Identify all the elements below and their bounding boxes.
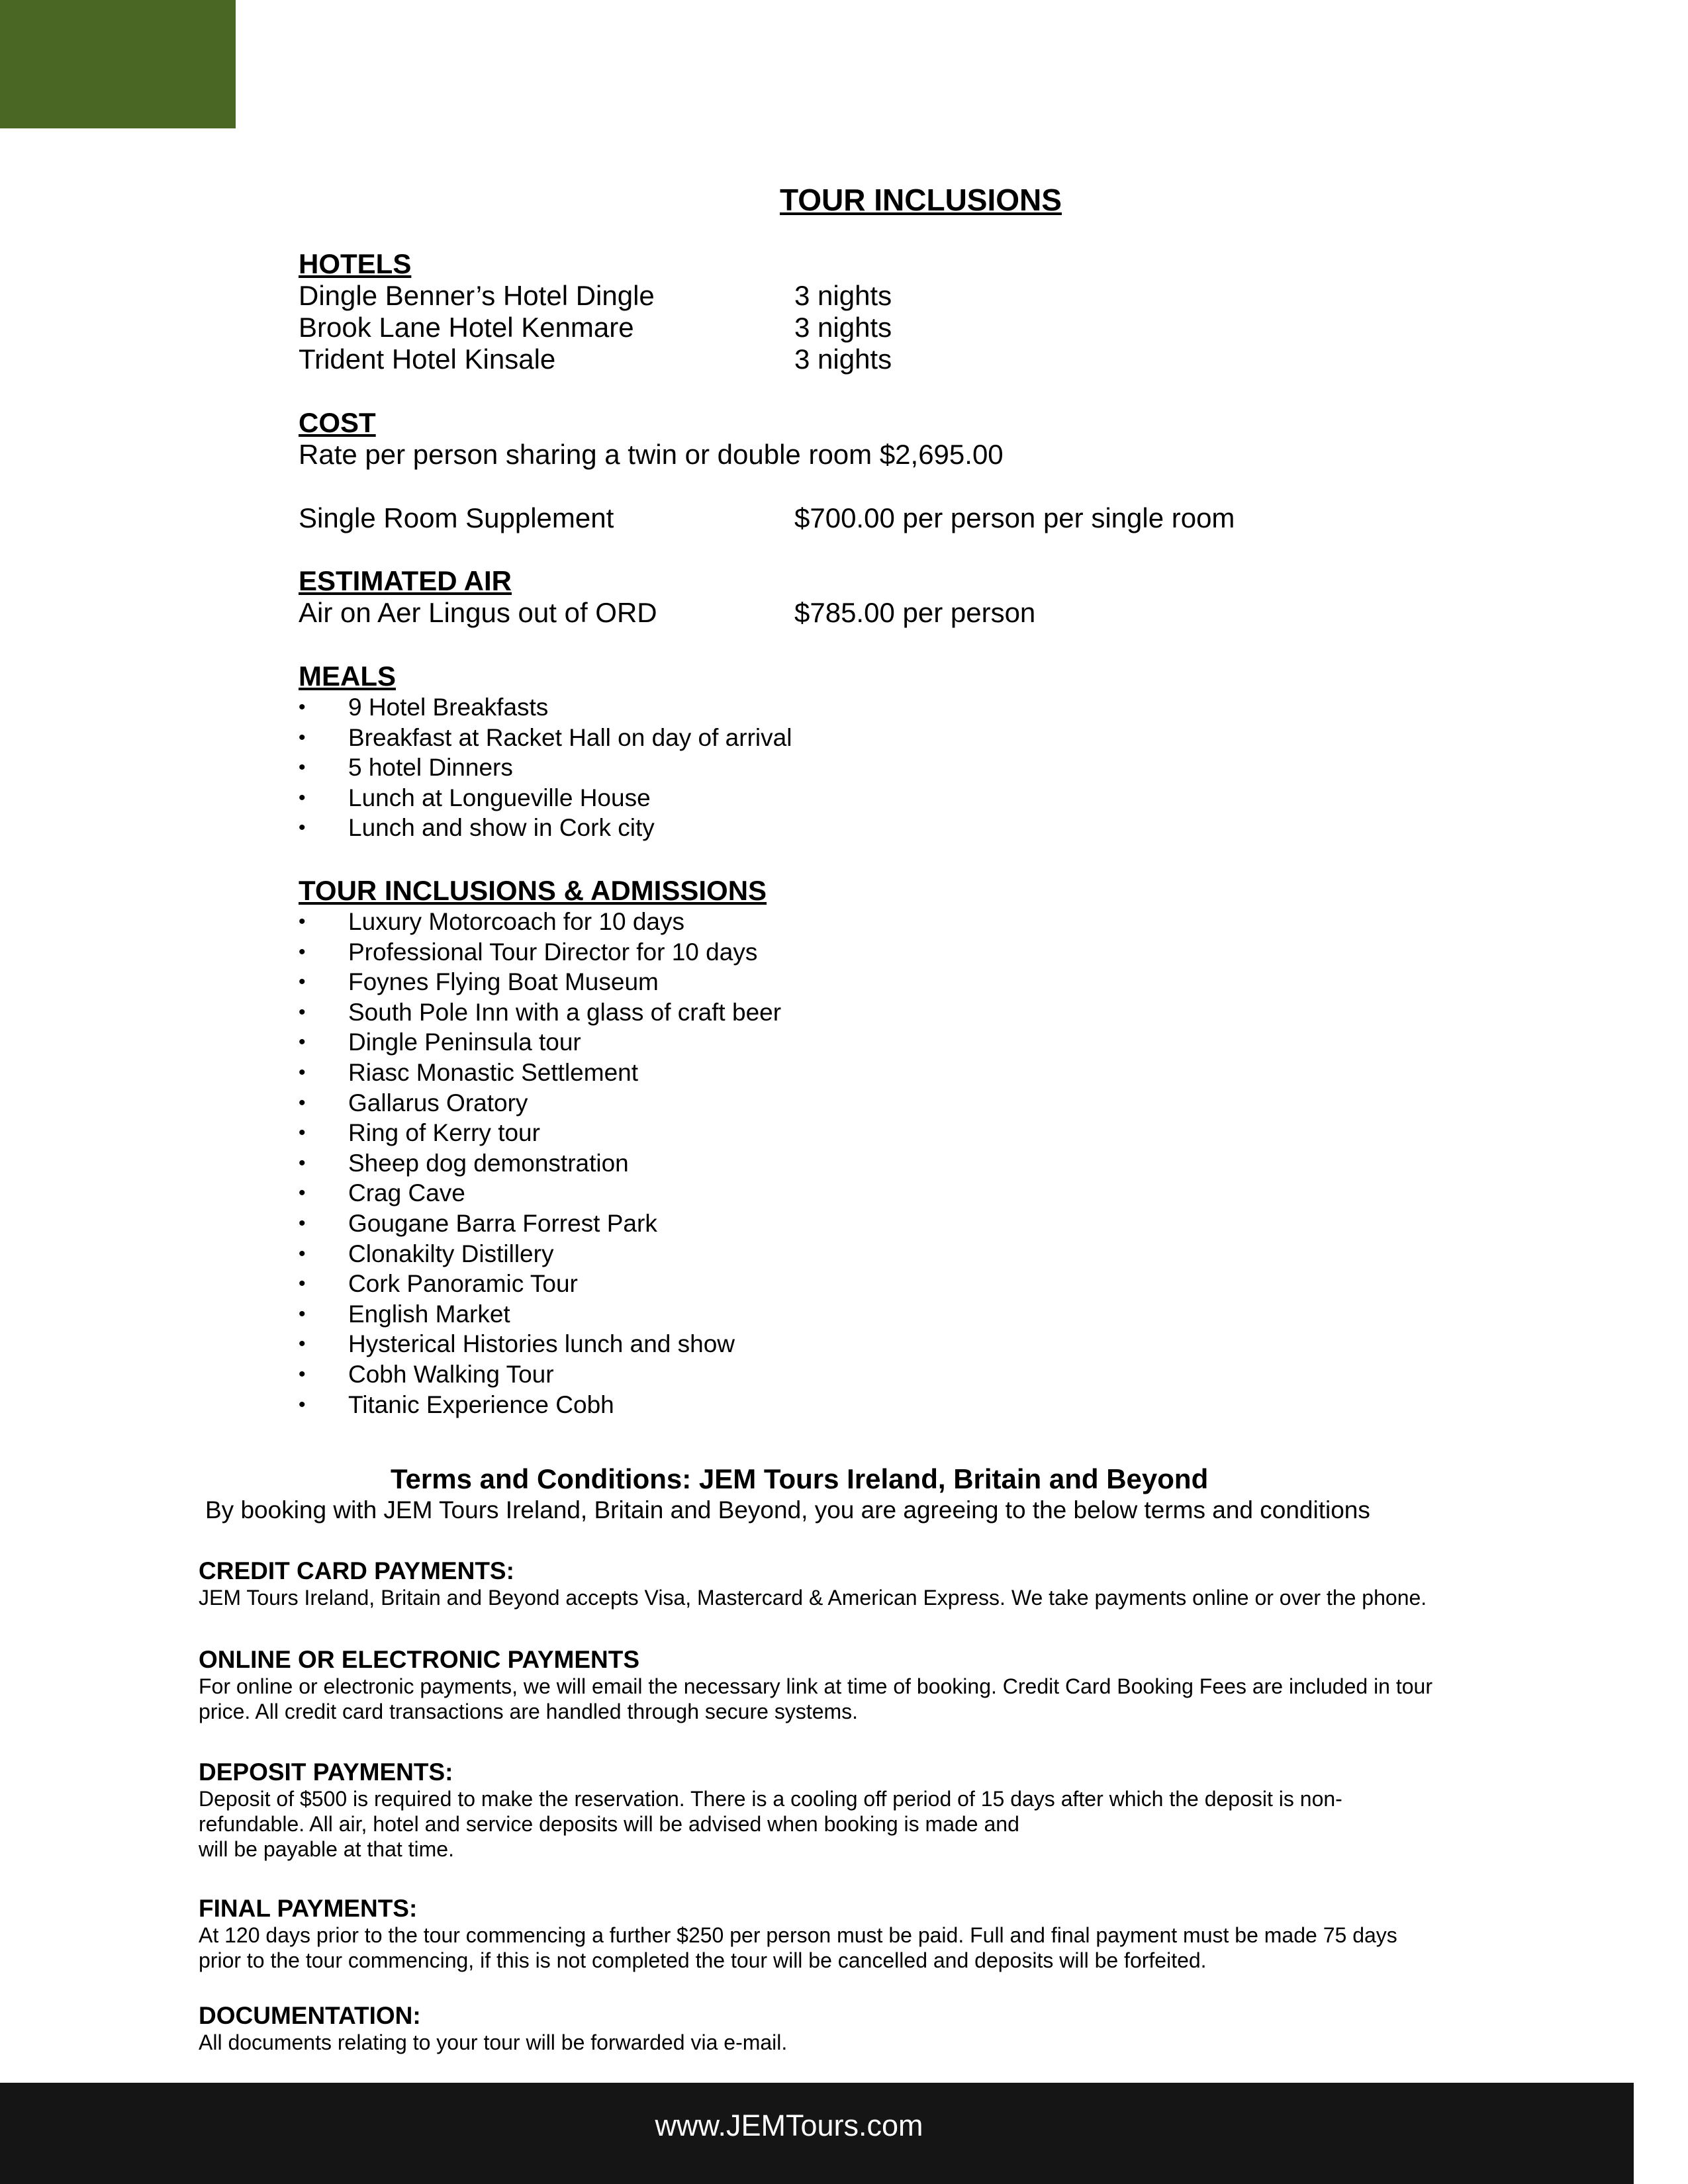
hotel-row	[299, 280, 892, 312]
inclusion-item: Clonakilty Distillery	[348, 1240, 554, 1267]
bullet-icon: •	[299, 1363, 306, 1385]
bullet-icon: •	[299, 696, 306, 718]
meal-item: Lunch at Longueville House	[348, 784, 651, 811]
documentation-heading: DOCUMENTATION:	[199, 2002, 421, 2029]
bullet-icon: •	[299, 1393, 306, 1416]
deposit-payments-text: Deposit of $500 is required to make the reservation. There is a cooling off period of 15 days after which the deposit is non- refundable. All air, hotel and service deposits will be advised when booking is made and will be payable at that time.	[199, 1787, 1342, 1861]
meal-item: 5 hotel Dinners	[348, 754, 513, 782]
list-item	[299, 1118, 781, 1148]
bullet-icon: •	[299, 1001, 306, 1023]
bullet-icon: •	[299, 1242, 306, 1265]
air-value: $785.00 per person	[794, 597, 1036, 628]
meal-item: 9 Hotel Breakfasts	[348, 694, 549, 721]
air-row	[299, 597, 1036, 629]
website-link[interactable]: www.JEMTours.com	[655, 2109, 923, 2142]
bullet-icon: •	[299, 817, 306, 839]
hotels-heading: HOTELS	[299, 248, 412, 279]
list-item	[299, 1027, 781, 1058]
inclusion-item: English Market	[348, 1300, 510, 1328]
cost-section	[299, 407, 1235, 534]
final-payments-text: At 120 days prior to the tour commencing a further $250 per person must be paid. Full and final payment must be made 75 days prior to the tour commencing, if this is not completed the tour will be cancelled and deposits will be forfeited.	[199, 1923, 1397, 1972]
bullet-icon: •	[299, 940, 306, 963]
hotel-name: Dingle Benner’s Hotel Dingle	[299, 280, 655, 311]
documentation-text: All documents relating to your tour will be forwarded via e-mail.	[199, 2030, 788, 2054]
list-item	[299, 1390, 781, 1420]
inclusion-item: Foynes Flying Boat Museum	[348, 968, 659, 996]
inclusion-item: Dingle Peninsula tour	[348, 1028, 581, 1056]
terms-title: Terms and Conditions: JEM Tours Ireland, Britain and Beyond	[391, 1463, 1209, 1494]
meals-list	[299, 692, 792, 843]
page-title: TOUR INCLUSIONS	[780, 183, 1062, 217]
deposit-payments-heading: DEPOSIT PAYMENTS:	[199, 1758, 453, 1786]
hotel-nights: 3 nights	[794, 280, 892, 311]
rate-text: Rate per person sharing a twin or double room $2,695.00	[299, 439, 1004, 470]
inclusion-item: Crag Cave	[348, 1179, 465, 1207]
green-header-block	[0, 0, 236, 128]
list-item	[299, 723, 792, 753]
inclusion-item: Riasc Monastic Settlement	[348, 1058, 639, 1086]
list-item	[299, 1148, 781, 1179]
bullet-icon: •	[299, 1302, 306, 1325]
hotel-nights: 3 nights	[794, 343, 892, 375]
inclusion-item: South Pole Inn with a glass of craft beer	[348, 998, 782, 1026]
list-item	[299, 692, 792, 723]
single-supplement-value: $700.00 per person per single room	[794, 502, 1235, 533]
online-payments-text: For online or electronic payments, we will email the necessary link at time of booking. Credit Card Booking Fees are included in tour price. All credit card transactions are handled through secure systems.	[199, 1674, 1432, 1723]
bullet-icon: •	[299, 911, 306, 933]
inclusion-item: Titanic Experience Cobh	[348, 1390, 614, 1418]
list-item	[299, 937, 781, 968]
list-item	[299, 997, 781, 1028]
credit-card-heading: CREDIT CARD PAYMENTS:	[199, 1557, 514, 1584]
list-item	[299, 1088, 781, 1118]
final-payments-heading: FINAL PAYMENTS:	[199, 1895, 418, 1922]
list-item	[299, 1208, 781, 1239]
list-item	[299, 1178, 781, 1208]
meal-item: Breakfast at Racket Hall on day of arrival	[348, 723, 792, 751]
inclusion-item: Professional Tour Director for 10 days	[348, 938, 758, 966]
bullet-icon: •	[299, 786, 306, 809]
hotel-nights: 3 nights	[794, 312, 892, 343]
deposit-payments-section	[199, 1758, 1509, 1862]
online-payments-heading: ONLINE OR ELECTRONIC PAYMENTS	[199, 1646, 640, 1673]
list-item	[299, 752, 792, 783]
bullet-icon: •	[299, 756, 306, 779]
list-item	[299, 967, 781, 997]
single-supplement-label: Single Room Supplement	[299, 502, 614, 533]
list-item	[299, 813, 792, 843]
inclusion-item: Hysterical Histories lunch and show	[348, 1330, 735, 1358]
footer-bar	[0, 2083, 1634, 2184]
rate-row	[299, 439, 1004, 471]
inclusion-item: Cork Panoramic Tour	[348, 1270, 578, 1298]
list-item	[299, 1329, 781, 1359]
air-heading: ESTIMATED AIR	[299, 565, 512, 596]
bullet-icon: •	[299, 1212, 306, 1234]
inclusions-section	[299, 875, 781, 1420]
bullet-icon: •	[299, 1152, 306, 1174]
inclusion-item: Ring of Kerry tour	[348, 1119, 540, 1147]
inclusion-item: Luxury Motorcoach for 10 days	[348, 908, 684, 935]
list-item	[299, 783, 792, 813]
meals-heading: MEALS	[299, 660, 396, 692]
meal-item: Lunch and show in Cork city	[348, 814, 655, 842]
online-payments-section	[199, 1646, 1509, 1724]
air-section	[299, 565, 1036, 629]
bullet-icon: •	[299, 1333, 306, 1355]
inclusion-item: Gougane Barra Forrest Park	[348, 1209, 657, 1237]
hotel-row	[299, 312, 892, 343]
bullet-icon: •	[299, 1273, 306, 1295]
list-item	[299, 1239, 781, 1269]
final-payments-section	[199, 1895, 1509, 1973]
bullet-icon: •	[299, 1091, 306, 1114]
list-item	[299, 907, 781, 937]
hotel-row	[299, 343, 892, 375]
bullet-icon: •	[299, 971, 306, 993]
inclusions-heading: TOUR INCLUSIONS & ADMISSIONS	[299, 875, 767, 906]
cost-heading: COST	[299, 407, 376, 438]
list-item	[299, 1299, 781, 1330]
documentation-section	[199, 2002, 1509, 2055]
credit-card-text: JEM Tours Ireland, Britain and Beyond accepts Visa, Mastercard & American Express. We take payments online or over the phone.	[199, 1586, 1427, 1610]
bullet-icon: •	[299, 1122, 306, 1144]
hotel-name: Brook Lane Hotel Kenmare	[299, 312, 634, 343]
terms-intro: By booking with JEM Tours Ireland, Britain and Beyond, you are agreeing to the below terms and conditions	[205, 1496, 1370, 1524]
air-label: Air on Aer Lingus out of ORD	[299, 597, 657, 628]
inclusion-item: Gallarus Oratory	[348, 1089, 528, 1116]
list-item	[299, 1359, 781, 1390]
single-supplement-row	[299, 502, 1235, 534]
inclusion-item: Cobh Walking Tour	[348, 1360, 554, 1388]
bullet-icon: •	[299, 1061, 306, 1083]
inclusion-item: Sheep dog demonstration	[348, 1149, 629, 1177]
list-item	[299, 1058, 781, 1088]
credit-card-section	[199, 1557, 1509, 1610]
list-item	[299, 1269, 781, 1299]
hotels-section	[299, 248, 892, 375]
meals-section	[299, 660, 792, 843]
bullet-icon: •	[299, 1031, 306, 1054]
inclusions-list	[299, 907, 781, 1420]
hotel-name: Trident Hotel Kinsale	[299, 343, 556, 375]
bullet-icon: •	[299, 726, 306, 749]
bullet-icon: •	[299, 1182, 306, 1205]
